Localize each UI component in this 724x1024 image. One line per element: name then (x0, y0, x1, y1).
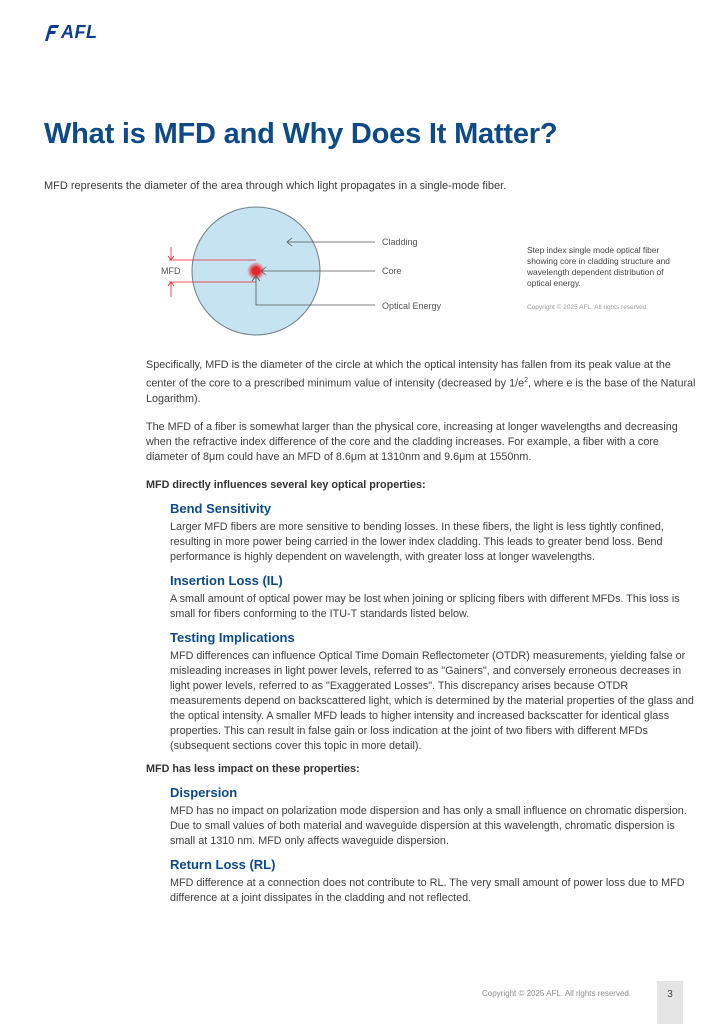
afl-logo-mark-icon (42, 24, 60, 42)
section-title: Insertion Loss (IL) (170, 572, 283, 588)
section-testing-implications (170, 630, 696, 754)
section-text: MFD differences can influence Optical Time Domain Reflectometer (OTDR) measurements, yielding false or misleading increases in light power levels, referred to as "Gainers", and conversely erroneous decreases in light power levels, referred to as "Exaggerated Losses". This discrepancy arises because OTDR measurements depend on backscattered light, which is determined by the material properties of the glass and the optical intensity. A smaller MFD leads to higher intensity and increased backscatter for identical glass properties. This can result in false gain or loss indication at the joint of two fibers with different MFDs (subsequent sections cover this topic in more detail). (170, 649, 694, 752)
section-return-loss (170, 857, 696, 906)
intro-text: MFD represents the diameter of the area through which light propagates in a single-mode fiber. (44, 180, 507, 192)
diagram-caption: Step index single mode optical fiber showing core in cladding structure and wavelength dependent distribution of optical energy. (527, 245, 670, 288)
page-title: What is MFD and Why Does It Matter? (44, 118, 558, 150)
influences-heading: MFD directly influences several key optical properties: (146, 478, 426, 491)
section-text: Larger MFD fibers are more sensitive to bending losses. In these fibers, the light is less tightly confined, resulting in more power being carried in the lower index cladding. This leads to greater bend loss. Bend performance is highly dependent on wavelength, with greater loss at longer wavelengths. (170, 520, 664, 563)
section-title: Bend Sensitivity (170, 500, 272, 516)
section-text: A small amount of optical power may be lost when joining or splicing fibers with different MFDs. This loss is small for fibers conforming to the ITU-T standards listed below. (170, 592, 680, 620)
page-number-box (657, 981, 683, 1024)
page-number: 3 (667, 989, 673, 1000)
section-insertion-loss (170, 573, 696, 622)
section-title: Return Loss (RL) (170, 856, 276, 872)
afl-logo-text: AFL (61, 22, 98, 42)
core-label: Core (382, 266, 402, 276)
diagram-copyright: Copyright © 2025 AFL. All rights reserved. (527, 304, 649, 311)
section-text: MFD difference at a connection does not contribute to RL. The very small amount of power loss due to MFD difference at a joint dissipates in the cladding and not reflected. (170, 876, 685, 904)
mfd-wavelength-paragraph: The MFD of a fiber is somewhat larger than the physical core, increasing at longer wavelengths and decreasing when the refractive index difference of the core and the cladding increases. For example, a fiber with a core diameter of 8μm could have an MFD of 8.6μm at 1310nm and 9.6μm at 1550nm. (146, 420, 678, 463)
section-bend-sensitivity (170, 501, 696, 565)
section-text: MFD has no impact on polarization mode dispersion and has only a small influence on chromatic dispersion. Due to small values of both material and waveguide dispersion at this wavelength, chromatic dispersion is small at 1310 nm. MFD only affects waveguide dispersion. (170, 804, 687, 847)
cladding-label: Cladding (382, 237, 418, 247)
mfd-diagram (155, 205, 680, 335)
mfd-label: MFD (161, 266, 181, 276)
section-dispersion (170, 785, 696, 849)
less-impact-heading: MFD has less impact on these properties: (146, 762, 360, 775)
optical-energy-label: Optical Energy (382, 301, 442, 311)
section-title: Testing Implications (170, 629, 295, 645)
main-content (146, 358, 696, 914)
afl-logo (42, 22, 98, 43)
footer-copyright: Copyright © 2025 AFL. All rights reserved. (482, 989, 632, 998)
section-title: Dispersion (170, 784, 238, 800)
core-dot (252, 267, 260, 275)
mfd-definition-paragraph: Specifically, MFD is the diameter of the circle at which the optical intensity has fallen from its peak value at the center of the core to a prescribed minimum value of intensity (decreased by $1/e^2$, where e is the base of the Natural Logarithm). (146, 359, 696, 405)
